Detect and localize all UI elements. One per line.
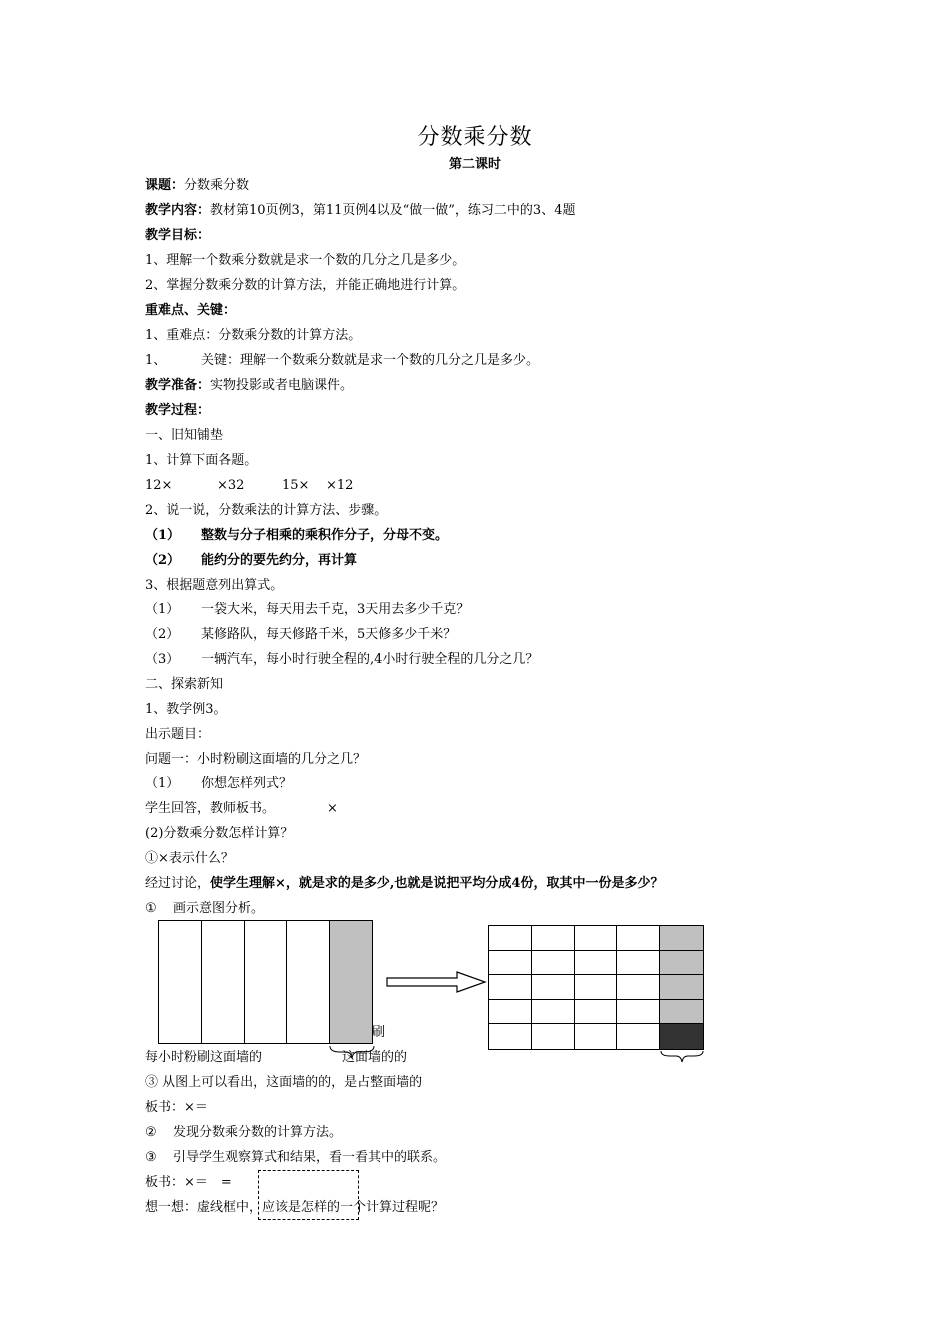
prep-text: 实物投影或者电脑课件。 — [210, 378, 354, 393]
rule-2: 能约分的要先约分，再计算 — [201, 553, 358, 568]
grid-cell — [532, 975, 575, 1000]
discussion-conclusion: 使学生理解×，就是求的是多少,也就是说把平均分成4份，取其中一份是多少？ — [210, 876, 664, 891]
grid-cell — [660, 975, 703, 1000]
grid-cell — [660, 951, 703, 976]
diagram-caption-left: 每小时粉刷这面墙的 — [145, 1050, 263, 1065]
grid-cell — [489, 1000, 532, 1025]
answer-line: 学生回答，教师板书。 — [145, 801, 276, 816]
calc-d: ×12 — [326, 478, 354, 493]
board-writing-2: 板书：×＝ = — [145, 1175, 232, 1190]
grid-cell — [617, 1000, 660, 1025]
question-2: 某修路队，每天修路千米，5天修多少千米？ — [201, 627, 457, 642]
content-text: 教材第10页例3，第11页例4以及“做一做”，练习二中的3、4题 — [210, 203, 576, 218]
part-1: 你想怎样列式？ — [201, 776, 293, 791]
section-1-item-2: 2、说一说，分数乘法的计算方法、步骤。 — [145, 503, 388, 518]
grid-cell — [660, 926, 703, 951]
diagram-caption-middle: 这面墙的的 — [342, 1050, 408, 1065]
draw-instruction: 画示意图分析。 — [173, 901, 265, 916]
wall-column — [245, 921, 288, 1043]
section-2-item-1: 1、教学例3。 — [145, 702, 227, 717]
grid-cell — [575, 926, 618, 951]
goal-1: 1、理解一个数乘分数就是求一个数的几分之几是多少。 — [145, 253, 466, 268]
question-3-number: （3） — [145, 652, 180, 667]
goal-2: 2、掌握分数乘分数的计算方法，并能正确地进行计算。 — [145, 278, 466, 293]
topic-text: 分数乘分数 — [184, 178, 250, 193]
content-label: 教学内容： — [145, 203, 211, 218]
problem-1: 问题一：小时粉刷这面墙的几分之几？ — [145, 752, 367, 767]
page-subtitle: 第二课时 — [448, 157, 501, 172]
guide-students: 引导学生观察算式和结果，看一看其中的联系。 — [173, 1150, 447, 1165]
part-2-sub-1: ①×表示什么？ — [145, 851, 234, 866]
question-1-number: （1） — [145, 602, 180, 617]
process-label: 教学过程： — [145, 403, 211, 418]
wall-column — [287, 921, 330, 1043]
observation-line: ③ 从图上可以看出，这面墙的的，是占整面墙的 — [145, 1075, 423, 1090]
question-2-number: （2） — [145, 627, 180, 642]
section-1-heading: 一、旧知铺垫 — [145, 428, 224, 443]
calc-a: 12× — [145, 478, 173, 493]
key-label: 重难点、关键： — [145, 303, 237, 318]
grid-cell — [575, 975, 618, 1000]
grid-cell — [660, 1000, 703, 1025]
key-2: 关键：理解一个数乘分数就是求一个数的几分之几是多少。 — [201, 353, 540, 368]
diagram-label-shua: 刷 — [372, 1025, 386, 1040]
grid-cell — [489, 951, 532, 976]
content-line — [145, 202, 575, 220]
page-title: 分数乘分数 — [417, 125, 533, 150]
topic-label: 课题： — [145, 178, 185, 193]
discussion-line — [145, 875, 663, 893]
grid-cell — [532, 926, 575, 951]
grid-cell — [532, 1000, 575, 1025]
question-3: 一辆汽车，每小时行驶全程的,4小时行驶全程的几分之几？ — [201, 652, 539, 667]
section-1-item-1: 1、计算下面各题。 — [145, 453, 258, 468]
grid-cell — [575, 1024, 618, 1049]
grid-cell — [489, 1024, 532, 1049]
grid-cell — [532, 951, 575, 976]
right-arrow-icon — [385, 971, 489, 993]
draw-number: ① — [145, 901, 157, 916]
find-number: ② — [145, 1125, 157, 1140]
rule-1: 整数与分子相乘的乘积作分子，分母不变。 — [201, 528, 449, 543]
topic-line — [145, 177, 249, 195]
grid-cell — [617, 975, 660, 1000]
wall-column-shaded — [330, 921, 372, 1043]
brace-right-diagram — [658, 1050, 708, 1066]
wall-column — [159, 921, 202, 1043]
grid-cell — [617, 926, 660, 951]
prep-line — [145, 377, 353, 395]
board-writing-1: 板书：×＝ — [145, 1100, 208, 1115]
discussion-lead: 经过讨论， — [145, 876, 211, 891]
section-2-heading: 二、探索新知 — [145, 677, 224, 692]
prep-label: 教学准备： — [145, 378, 211, 393]
answer-times: × — [327, 801, 338, 816]
grid-cell — [617, 1024, 660, 1049]
wall-diagram-grid — [488, 925, 704, 1050]
grid-cell — [660, 1024, 703, 1049]
rule-1-number: （1） — [145, 528, 181, 543]
grid-cell — [489, 926, 532, 951]
calc-b: ×32 — [217, 478, 245, 493]
goals-label: 教学目标： — [145, 228, 211, 243]
rule-2-number: （2） — [145, 553, 181, 568]
find-method: 发现分数乘分数的计算方法。 — [173, 1125, 343, 1140]
part-2: (2)分数乘分数怎样计算？ — [145, 826, 294, 841]
guide-number: ③ — [145, 1150, 157, 1165]
think-line: 想一想：虚线框中，应该是怎样的一个计算过程呢？ — [145, 1200, 445, 1215]
part-1-number: （1） — [145, 776, 180, 791]
section-1-item-3: 3、根据题意列出算式。 — [145, 578, 284, 593]
grid-cell — [575, 951, 618, 976]
question-1: 一袋大米，每天用去千克，3天用去多少千克？ — [201, 602, 470, 617]
calc-c: 15× — [282, 478, 310, 493]
wall-diagram-columns — [158, 920, 373, 1044]
key-1: 1、重难点：分数乘分数的计算方法。 — [145, 328, 362, 343]
wall-column — [202, 921, 245, 1043]
show-problem: 出示题目： — [145, 727, 211, 742]
grid-cell — [489, 975, 532, 1000]
key-2-number: 1、 — [145, 353, 167, 368]
grid-cell — [532, 1024, 575, 1049]
grid-cell — [617, 951, 660, 976]
grid-cell — [575, 1000, 618, 1025]
